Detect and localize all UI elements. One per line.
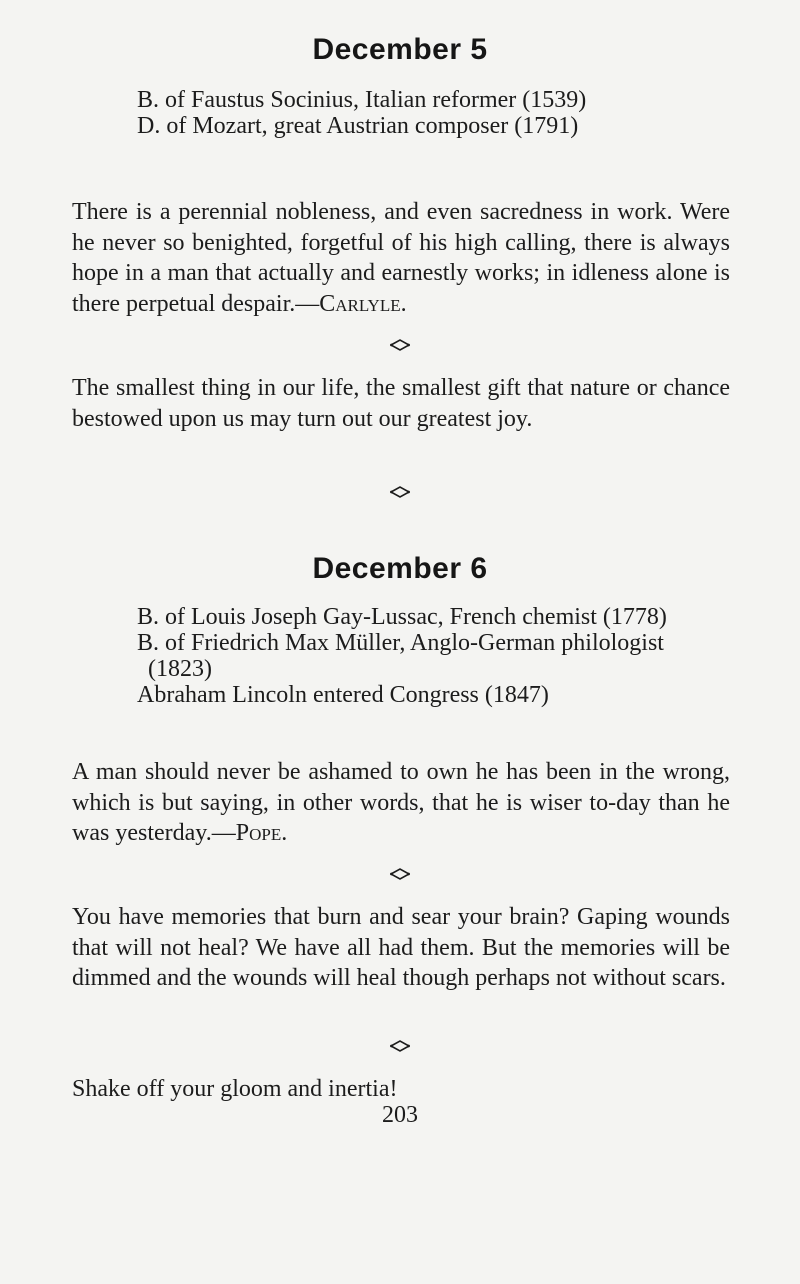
quote-pope — [72, 757, 730, 849]
diamond-ornament-icon — [390, 339, 410, 351]
quote-carlyle-author: Carlyle. — [319, 290, 407, 317]
diamond-ornament-icon — [390, 486, 410, 498]
december-5-heading: December 5 — [312, 33, 488, 66]
diamond-ornament-icon — [390, 1040, 410, 1052]
quote-shake-off: Shake off your gloom and inertia! — [72, 1076, 398, 1102]
december-6-heading: December 6 — [312, 552, 488, 585]
event-lincoln: Abraham Lincoln entered Congress (1847) — [137, 682, 549, 708]
quote-pope-author: Pope. — [235, 820, 288, 846]
page-number: 203 — [382, 1102, 418, 1128]
quote-carlyle-text: There is a perennial nobleness, and even sacredness in work. Were he never so benighted, forgetful of his high calling, there is always hope in a man that actually and earnestly works; in idleness alone is there perpetual despair.— — [72, 199, 730, 317]
event-gay-lussac: B. of Louis Joseph Gay-Lussac, French chemist (1778) — [137, 604, 667, 630]
event-max-muller: B. of Friedrich Max Müller, Anglo-German philologist — [137, 630, 664, 656]
quote-carlyle — [72, 197, 730, 319]
event-socinius: B. of Faustus Socinius, Italian reformer (1539) — [137, 87, 587, 113]
quote-pope-text: A man should never be ashamed to own he has been in the wrong, which is but saying, in other words, that he is wiser to-day than he was yesterday.— — [72, 759, 730, 846]
diamond-ornament-icon — [390, 868, 410, 880]
event-mozart: D. of Mozart, great Austrian composer (1791) — [137, 113, 579, 139]
quote-smallest-thing: The smallest thing in our life, the smallest gift that nature or chance bestowed upon us may turn out our greatest joy. — [72, 375, 730, 432]
event-max-muller-year: (1823) — [148, 656, 212, 682]
quote-memories: You have memories that burn and sear your brain? Gaping wounds that will not heal? We have all had them. But the memories will be dimmed and the wounds will heal though perhaps not without scars. — [72, 904, 730, 991]
